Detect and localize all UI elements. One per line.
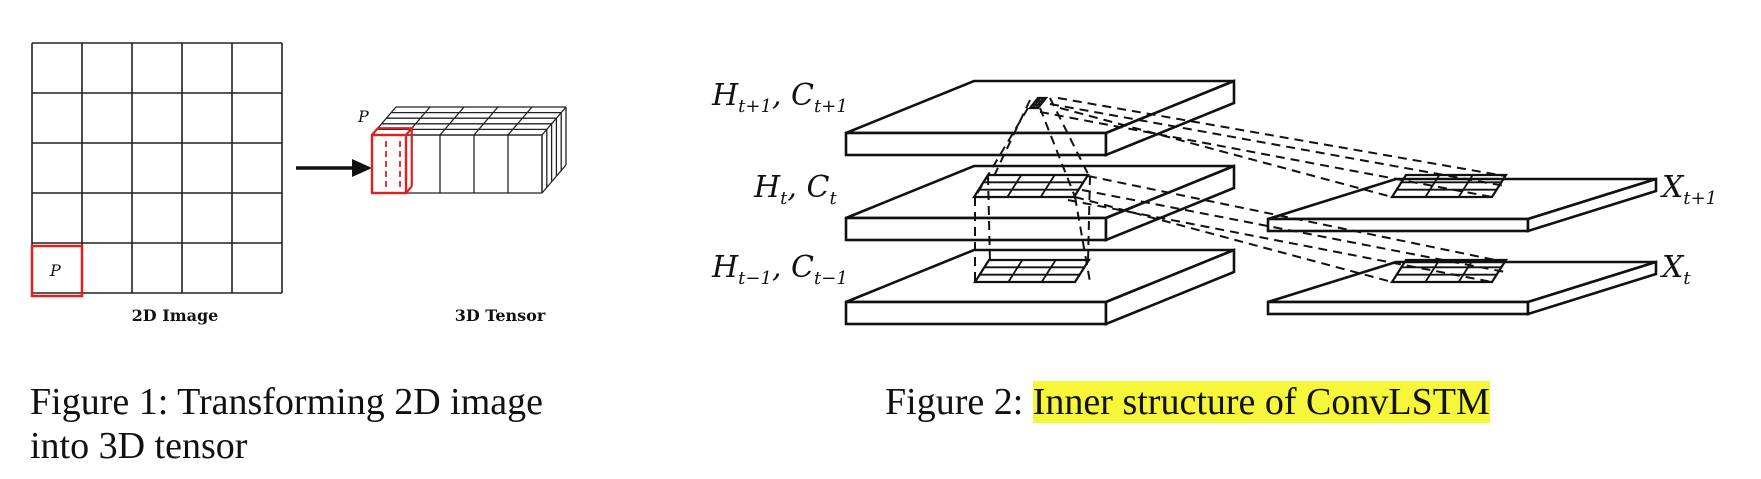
- transform-arrow: [296, 159, 372, 177]
- tensor-3d: [372, 107, 566, 193]
- label-x-bot: $X_t$: [1662, 250, 1691, 289]
- tensor-top-edge: [508, 107, 532, 135]
- figure2-caption-highlight: Inner structure of ConvLSTM: [1032, 381, 1490, 423]
- label-h-c-top: $H_{t+1}$, $C_{t+1}$: [712, 78, 848, 117]
- figure1-caption-line2: into 3D tensor: [30, 425, 248, 467]
- image-grid-2d: [32, 43, 282, 293]
- highlight-cell-label: P: [50, 261, 61, 280]
- image-subcaption: 2D Image: [131, 306, 219, 325]
- tensor-side-edge: [542, 165, 566, 193]
- label-h-c-mid: $H_t$, $C_t$: [754, 170, 837, 209]
- convlstm-diagram: [846, 81, 1656, 324]
- figure1-caption-line1: Figure 1: Transforming 2D image: [30, 381, 543, 423]
- layer-h-t-minus-1-front: [846, 302, 1106, 324]
- label-h-c-bot: $H_{t-1}$, $C_{t-1}$: [712, 250, 848, 289]
- figure2-caption: [885, 380, 1490, 424]
- tensor-p-label: P: [358, 107, 369, 126]
- figure1-caption: [30, 380, 543, 468]
- tensor-top-edge: [474, 107, 498, 135]
- figure2-caption-prefix: Figure 2:: [885, 381, 1033, 423]
- tensor-subcaption: 3D Tensor: [454, 306, 546, 325]
- tensor-top-edge: [542, 107, 566, 135]
- tensor-top-edge: [440, 107, 464, 135]
- input-x-t-plus-1-front: [1268, 219, 1528, 231]
- input-x-t-front: [1268, 302, 1528, 314]
- label-x-top: $X_{t+1}$: [1662, 170, 1718, 209]
- layer-h-t-plus-1-front: [846, 133, 1106, 155]
